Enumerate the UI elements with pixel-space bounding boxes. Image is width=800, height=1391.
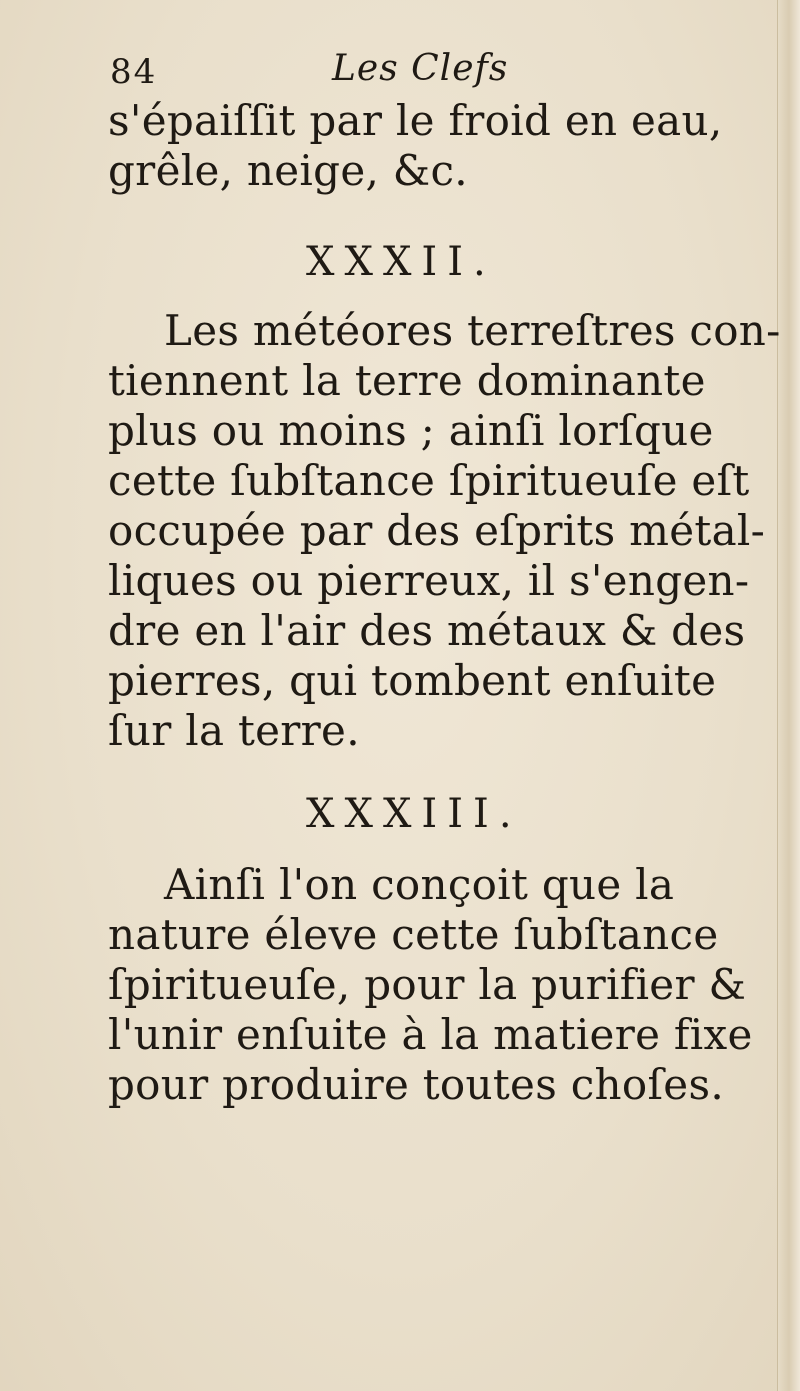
paragraph-xxxii xyxy=(108,306,788,756)
text-line: grêle, neige, &c. xyxy=(108,146,468,195)
paragraph-xxxiii xyxy=(108,860,788,1110)
continuation-paragraph xyxy=(108,96,788,196)
text-line: ſpiritueuſe, pour la purifier & xyxy=(108,960,747,1009)
page-header xyxy=(110,48,710,96)
section-heading-xxxii: XXXII. xyxy=(306,239,496,285)
section-heading-xxxiii: XXXIII. xyxy=(306,791,522,837)
text-line: ſur la terre. xyxy=(108,706,360,755)
text-line: Les météores terreſtres con- xyxy=(164,306,781,355)
text-line: pierres, qui tombent enſuite xyxy=(108,656,717,705)
body-text xyxy=(108,96,788,1110)
text-line: s'épaiſſit par le froid en eau, xyxy=(108,96,723,145)
text-line: pour produire toutes choſes. xyxy=(108,1060,724,1109)
page-number: 84 xyxy=(110,52,158,92)
text-line: dre en l'air des métaux & des xyxy=(108,606,746,655)
running-title: Les Clefs xyxy=(332,48,509,89)
text-line: nature éleve cette ſubſtance xyxy=(108,910,719,959)
text-line: Ainſi l'on conçoit que la xyxy=(164,860,675,909)
text-line: occupée par des eſprits métal- xyxy=(108,506,766,555)
text-line: tiennent la terre dominante xyxy=(108,356,706,405)
text-line: l'unir enſuite à la matiere fixe xyxy=(108,1010,753,1059)
text-line: plus ou moins ; ainſi lorſque xyxy=(108,406,714,455)
text-line: cette ſubſtance ſpiritueuſe eſt xyxy=(108,456,750,505)
text-line: liques ou pierreux, il s'engen- xyxy=(108,556,750,605)
